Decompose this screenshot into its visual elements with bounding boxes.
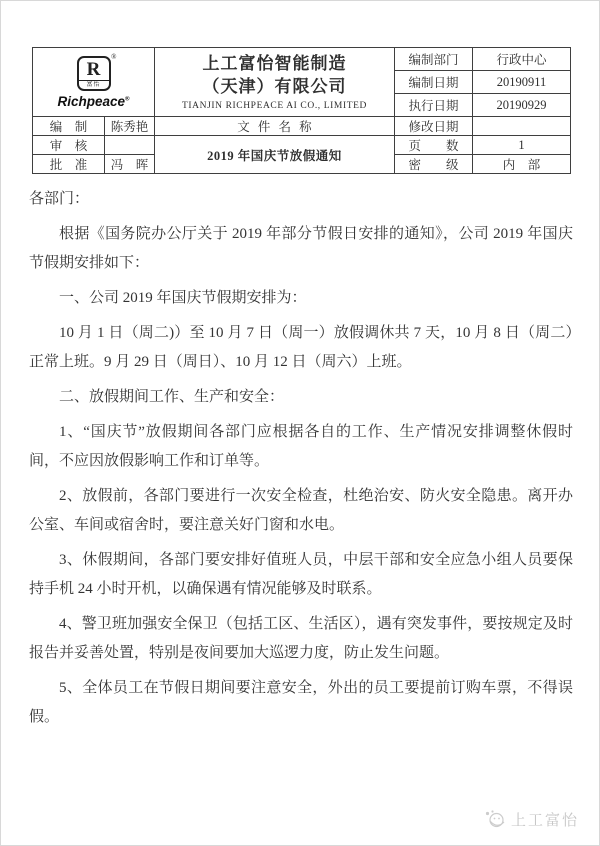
- document-header-table: [32, 47, 571, 174]
- paragraph-item-3: 3、休假期间，各部门要安排好值班人员，中层干部和安全应急小组人员要保持手机 24 小时开机，以确保遇有情况能够及时联系。: [29, 552, 573, 597]
- field-value-prepare-date: 20190911: [473, 71, 571, 94]
- registered-mark-icon: ®: [125, 96, 130, 102]
- watermark-text: 上工富怡: [510, 812, 579, 829]
- watermark-logo-icon: [483, 808, 507, 830]
- field-label-security-level: 密 级: [395, 155, 473, 174]
- field-value-approved-by: 冯 晖: [105, 155, 155, 174]
- field-label-prepare-dept: 编制部门: [395, 48, 473, 71]
- field-label-prepared-by: 编 制: [33, 117, 105, 136]
- field-value-reviewed-by: [105, 136, 155, 155]
- company-name-english: TIANJIN RICHPEACE AI CO., LIMITED: [182, 100, 367, 111]
- salutation: 各部门：: [29, 191, 90, 207]
- company-name-cell: [155, 48, 395, 117]
- field-value-modify-date: [473, 117, 571, 136]
- paragraph-intro: 根据《国务院办公厅关于 2019 年部分节假日安排的通知》，公司 2019 年国庆节假期安排如下：: [29, 226, 573, 271]
- paragraph-holiday-dates: 10 月 1 日（周二)）至 10 月 7 日（周一）放假调休共 7 天，10 月 8 日（周二）正常上班。9 月 29 日（周日）、10 月 12 日（周六）上班。: [29, 325, 573, 370]
- brand-text: Richpeace: [57, 93, 126, 109]
- logo-sub-text: 富怡: [79, 80, 109, 89]
- richpeace-logo: [35, 52, 152, 109]
- richpeace-r-mark-icon: [77, 52, 117, 91]
- doc-name-label: 文件名称: [155, 117, 395, 136]
- paragraph-item-2: 2、放假前，各部门要进行一次安全检查，杜绝治安、防火安全隐患。离开办公室、车间或宿舍时，要注意关好门窗和水电。: [29, 488, 573, 533]
- paragraph-item-1: 1、“国庆节”放假期间各部门应根据各自的工作、生产情况安排调整休假时间，不应因放假影响工作和订单等。: [29, 424, 573, 469]
- logo-r-letter: R: [86, 58, 101, 80]
- company-logo-cell: [33, 48, 155, 117]
- field-value-prepared-by: 陈秀艳: [105, 117, 155, 136]
- notice-body: [29, 185, 573, 738]
- field-value-security-level: 内 部: [473, 155, 571, 174]
- field-value-prepare-dept: 行政中心: [473, 48, 571, 71]
- field-label-reviewed-by: 审 核: [33, 136, 105, 155]
- field-label-page-count: 页 数: [395, 136, 473, 155]
- field-label-modify-date: 修改日期: [395, 117, 473, 136]
- field-label-approved-by: 批 准: [33, 155, 105, 174]
- field-label-execute-date: 执行日期: [395, 94, 473, 117]
- paragraph-item-5: 5、全体员工在节假日期间要注意安全，外出的员工要提前订购车票，不得误假。: [29, 680, 573, 725]
- field-label-prepare-date: 编制日期: [395, 71, 473, 94]
- paragraph-item-4: 4、警卫班加强安全保卫（包括工区、生活区），遇有突发事件，要按规定及时报告并妥善处置，特别是夜间要加大巡逻力度，防止发生问题。: [29, 616, 573, 661]
- paragraph-section-2: 二、放假期间工作、生产和安全：: [59, 389, 285, 405]
- paragraph-section-1: 一、公司 2019 年国庆节假期安排为：: [59, 290, 307, 306]
- company-name-line2: （天津）有限公司: [202, 76, 347, 96]
- registered-mark-icon: ®: [111, 52, 117, 61]
- brand-wordmark: [58, 94, 130, 109]
- document-title: 2019 年国庆节放假通知: [155, 136, 395, 174]
- field-value-execute-date: 20190929: [473, 94, 571, 117]
- watermark: [483, 808, 579, 830]
- company-name-line1: 上工富怡智能制造: [202, 54, 347, 74]
- field-value-page-count: 1: [473, 136, 571, 155]
